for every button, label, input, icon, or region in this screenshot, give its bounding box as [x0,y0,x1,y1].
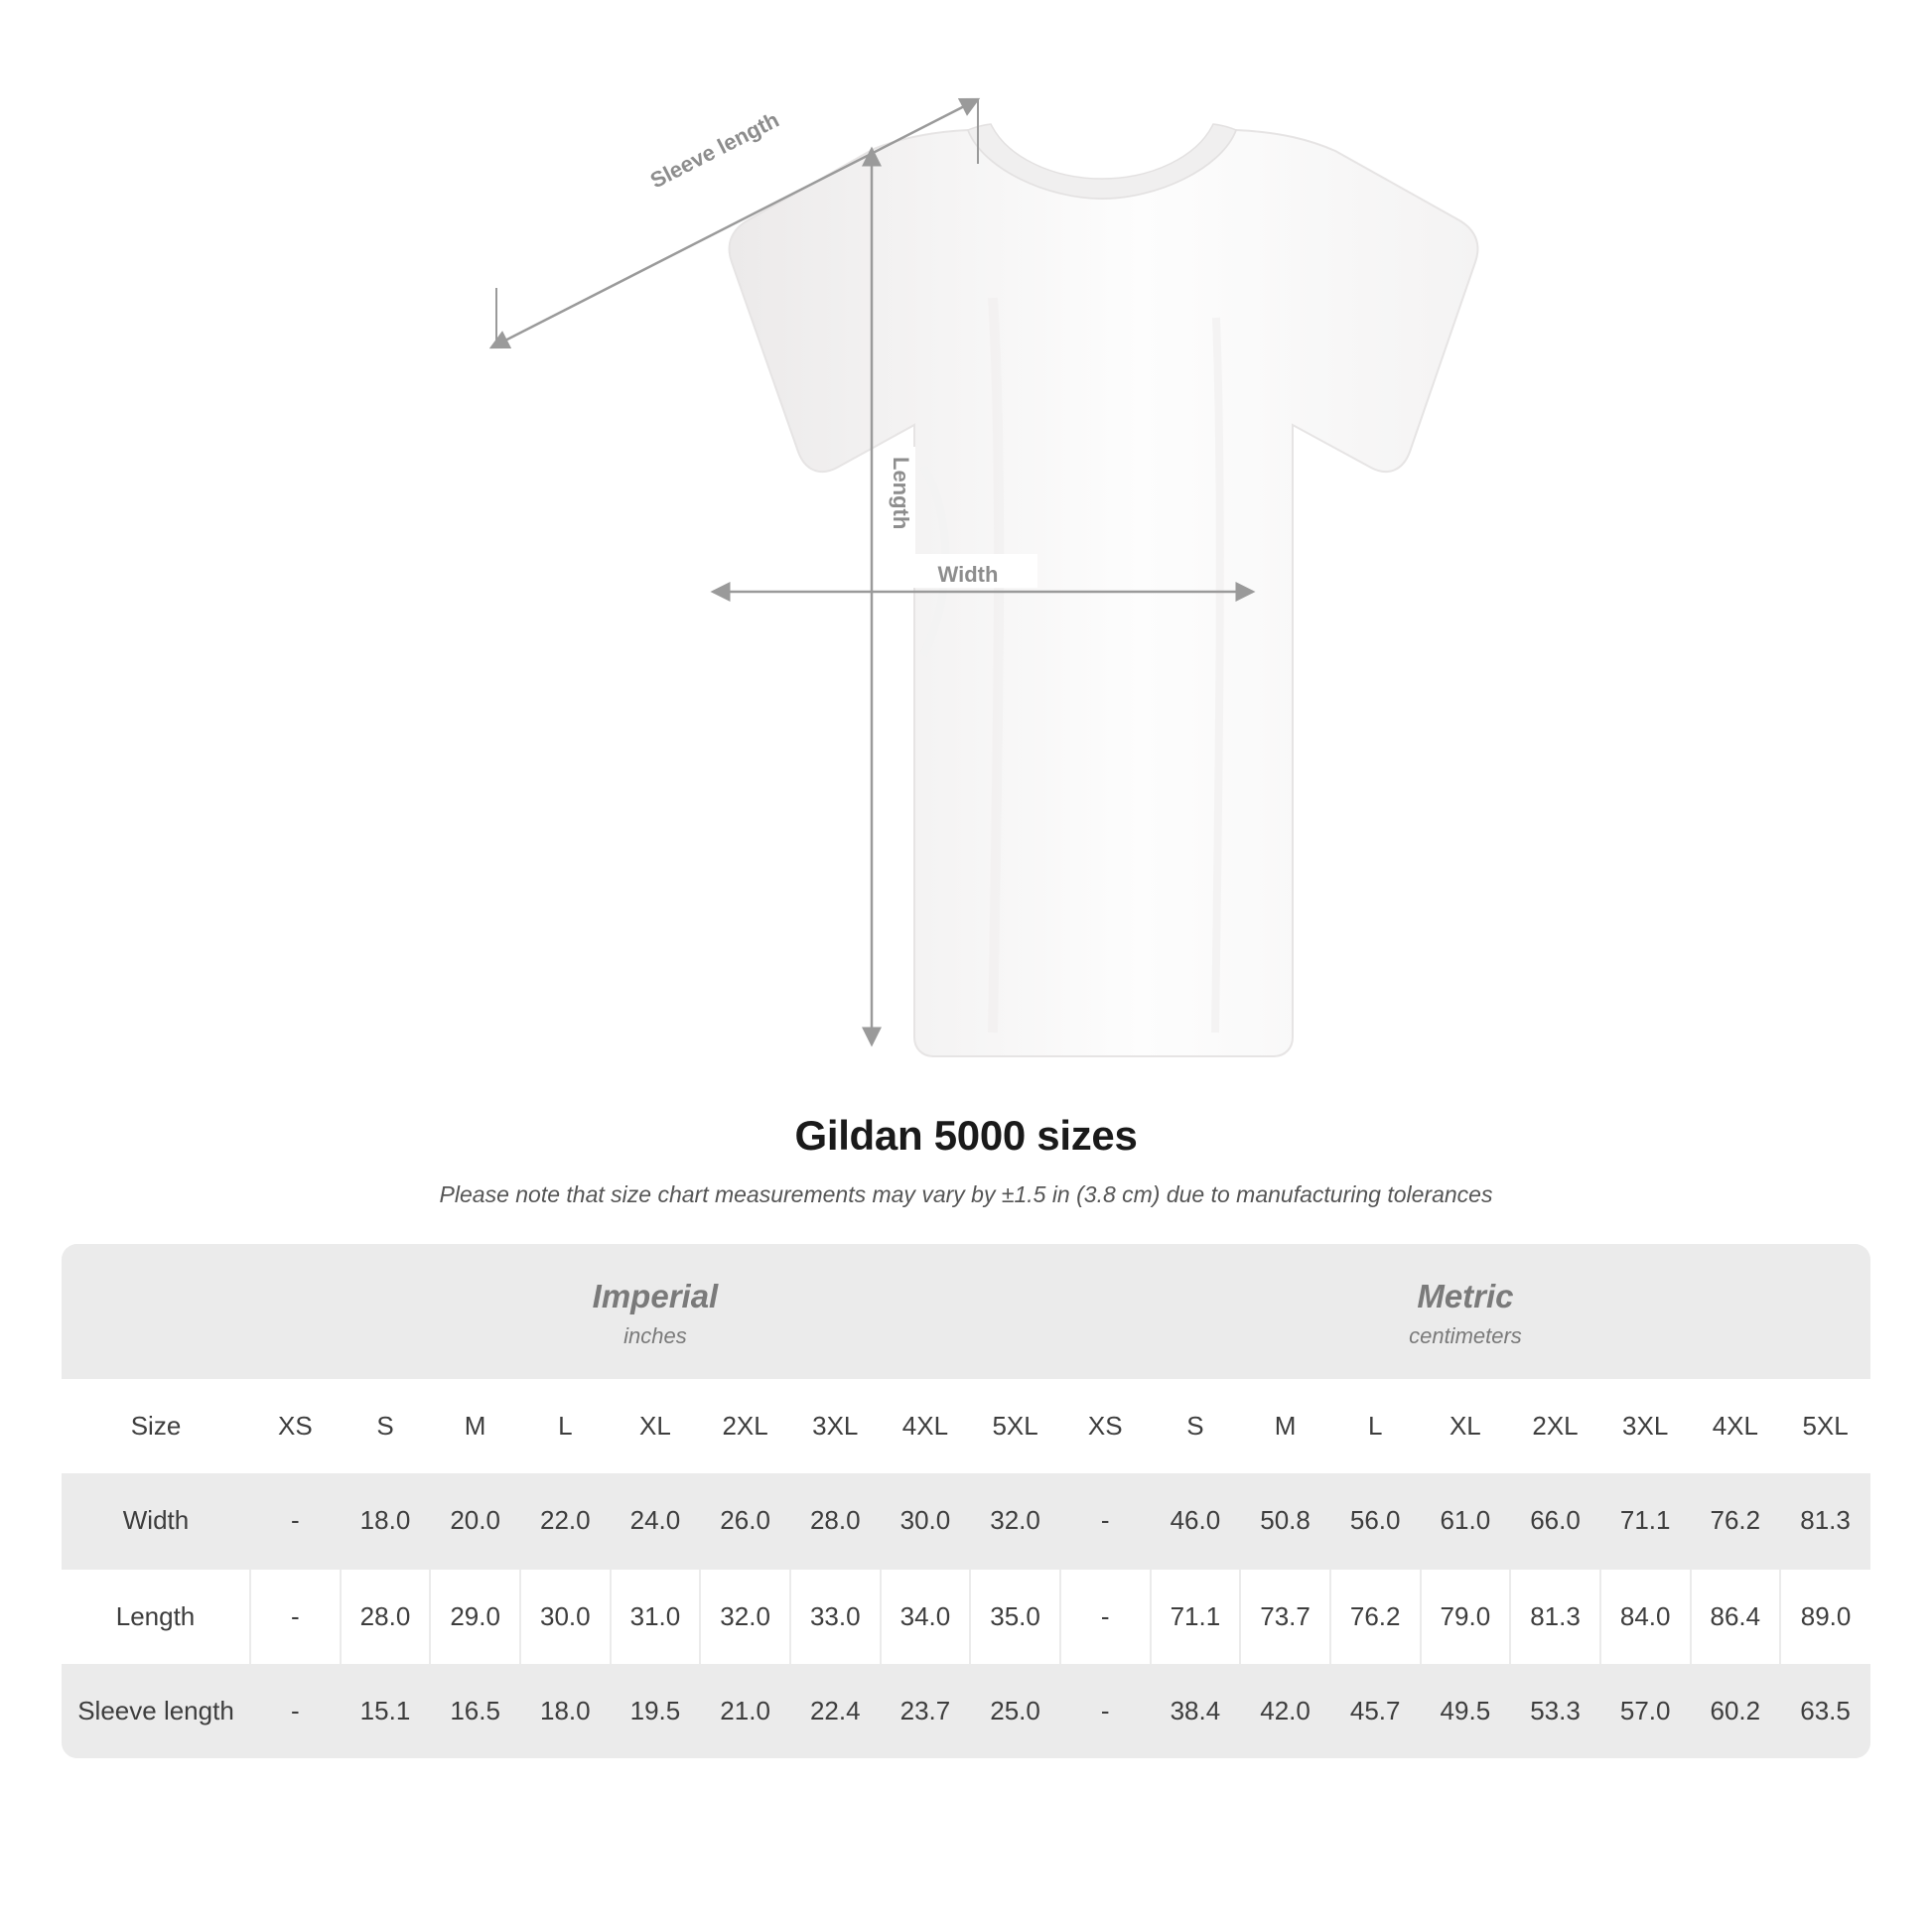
table-row [62,1569,1870,1664]
table-cell: 28.0 [790,1473,881,1569]
table-cell: 25.0 [970,1664,1060,1758]
table-cell: 73.7 [1240,1569,1330,1664]
size-header-cell: XS [1060,1379,1151,1473]
table-cell: 76.2 [1691,1473,1781,1569]
size-header-cell: L [520,1379,611,1473]
table-cell: 32.0 [970,1473,1060,1569]
table-cell: 81.3 [1510,1569,1600,1664]
size-header-cell: L [1330,1379,1421,1473]
size-header-row [62,1379,1870,1473]
size-header-cell: XL [611,1379,701,1473]
table-cell: 34.0 [881,1569,971,1664]
table-cell: 42.0 [1240,1664,1330,1758]
table-cell: 81.3 [1780,1473,1870,1569]
unit-group-metric [1060,1244,1870,1379]
table-cell: 26.0 [700,1473,790,1569]
table-cell: 33.0 [790,1569,881,1664]
table-cell: 76.2 [1330,1569,1421,1664]
row-label: Length [62,1569,250,1664]
table-cell: 23.7 [881,1664,971,1758]
table-cell: - [1060,1664,1151,1758]
table-cell: 31.0 [611,1569,701,1664]
sleeve-length-label: Sleeve length [645,106,783,194]
size-header-cell: S [341,1379,431,1473]
size-header-cell: M [430,1379,520,1473]
unit-group-name: Metric [1417,1278,1514,1314]
table-cell: 30.0 [881,1473,971,1569]
size-header-cell: 5XL [970,1379,1060,1473]
table-cell: 21.0 [700,1664,790,1758]
table-cell: 15.1 [341,1664,431,1758]
table-cell: 19.5 [611,1664,701,1758]
table-cell: 46.0 [1151,1473,1241,1569]
table-cell: 50.8 [1240,1473,1330,1569]
size-header-cell: XL [1421,1379,1511,1473]
size-header-cell: 3XL [1600,1379,1691,1473]
table-cell: 71.1 [1600,1473,1691,1569]
row-label: Width [62,1473,250,1569]
table-cell: 32.0 [700,1569,790,1664]
unit-group-sub: inches [623,1323,687,1348]
measurement-note: Please note that size chart measurements may vary by ±1.5 in (3.8 cm) due to manufacturing tolerances [439,1181,1493,1207]
table-cell: 16.5 [430,1664,520,1758]
size-header-cell: 2XL [700,1379,790,1473]
table-cell: - [1060,1569,1151,1664]
table-cell: 24.0 [611,1473,701,1569]
unit-header-row [62,1244,1870,1379]
table-cell: 18.0 [520,1664,611,1758]
table-cell: 20.0 [430,1473,520,1569]
table-cell: 29.0 [430,1569,520,1664]
unit-group-sub: centimeters [1409,1323,1522,1348]
table-cell: 60.2 [1691,1664,1781,1758]
size-header-cell: 3XL [790,1379,881,1473]
table-cell: 61.0 [1421,1473,1511,1569]
size-header-cell: S [1151,1379,1241,1473]
title-block [0,1112,1932,1208]
table-cell: 89.0 [1780,1569,1870,1664]
table-cell: 18.0 [341,1473,431,1569]
table-cell: 63.5 [1780,1664,1870,1758]
unit-group-imperial [250,1244,1060,1379]
size-header-label: Size [62,1379,250,1473]
table-cell: - [250,1569,341,1664]
size-table [62,1244,1870,1758]
table-cell: - [250,1473,341,1569]
size-header-cell: 5XL [1780,1379,1870,1473]
size-header-cell: 2XL [1510,1379,1600,1473]
size-header-cell: XS [250,1379,341,1473]
table-cell: 71.1 [1151,1569,1241,1664]
width-label: Width [937,562,999,587]
table-cell: 22.0 [520,1473,611,1569]
table-cell: - [1060,1473,1151,1569]
table-cell: 45.7 [1330,1664,1421,1758]
table-cell: 66.0 [1510,1473,1600,1569]
table-cell: 53.3 [1510,1664,1600,1758]
table-cell: 35.0 [970,1569,1060,1664]
size-header-cell: 4XL [881,1379,971,1473]
table-cell: 30.0 [520,1569,611,1664]
table-cell: 38.4 [1151,1664,1241,1758]
table-row [62,1473,1870,1569]
size-header-cell: 4XL [1691,1379,1781,1473]
unit-group-name: Imperial [592,1278,719,1314]
table-cell: 22.4 [790,1664,881,1758]
table-cell: 28.0 [341,1569,431,1664]
row-label: Sleeve length [62,1664,250,1758]
page-title: Gildan 5000 sizes [794,1112,1138,1159]
table-cell: 79.0 [1421,1569,1511,1664]
table-cell: 84.0 [1600,1569,1691,1664]
size-table-wrapper [62,1244,1870,1758]
table-cell: 49.5 [1421,1664,1511,1758]
unit-row-spacer [62,1244,250,1379]
length-label: Length [889,457,913,530]
table-cell: 56.0 [1330,1473,1421,1569]
table-cell: - [250,1664,341,1758]
size-header-cell: M [1240,1379,1330,1473]
table-row [62,1664,1870,1758]
tshirt-graphic [730,124,1478,1056]
table-cell: 57.0 [1600,1664,1691,1758]
table-cell: 86.4 [1691,1569,1781,1664]
